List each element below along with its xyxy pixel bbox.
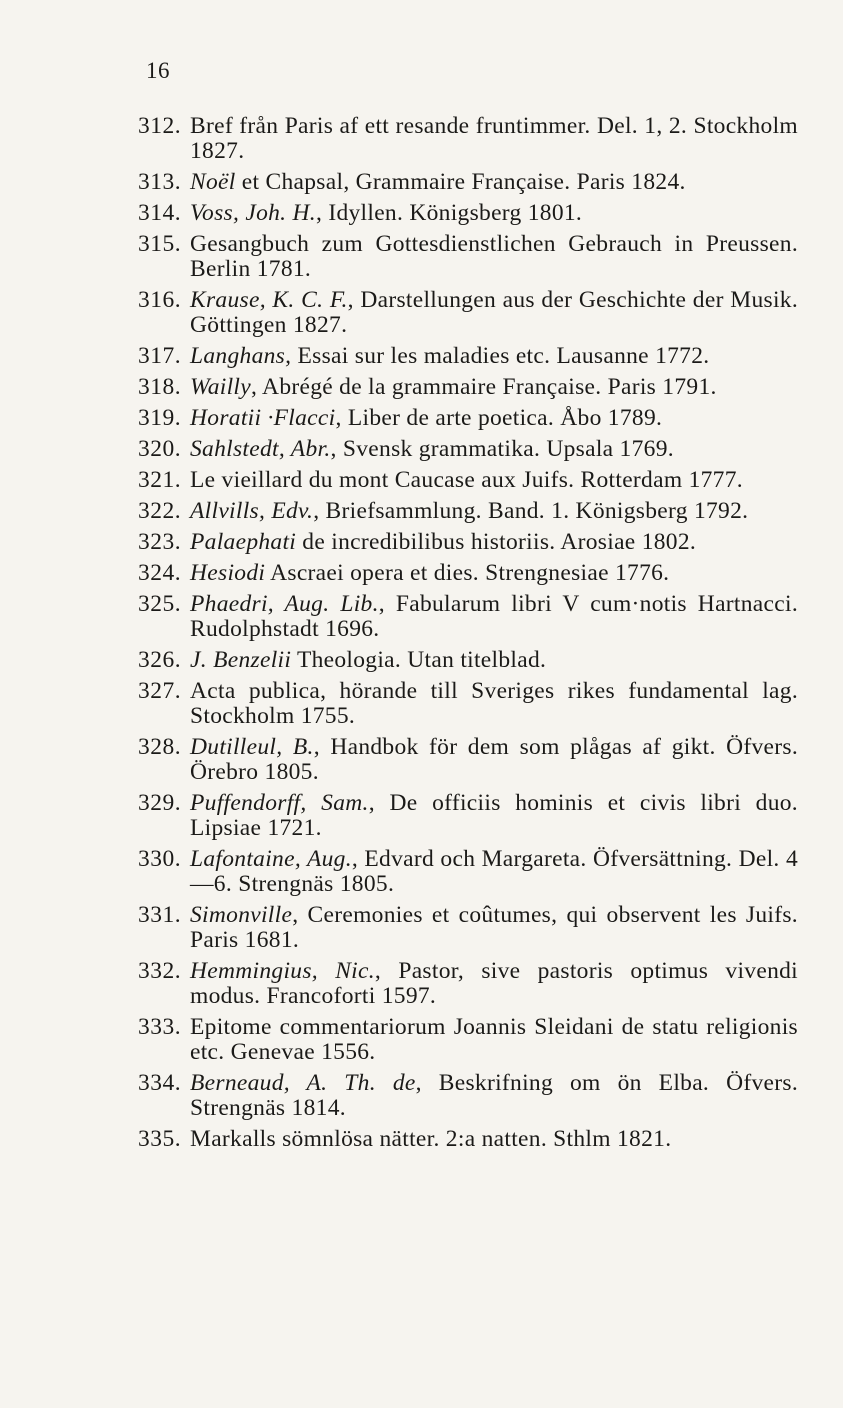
- catalogue-entry: [138, 648, 798, 673]
- entry-body: [190, 499, 798, 524]
- catalogue-entries: [138, 114, 798, 1158]
- entry-text: , Fabularum libri V cum·notis Hartnacci. Rudolphstadt 1696.: [190, 591, 798, 642]
- entry-author: Noël: [190, 169, 236, 195]
- entry-author: Phaedri, Aug. Lib.: [190, 591, 379, 617]
- entry-body: [190, 1015, 798, 1065]
- entry-text: , Handbok för dem som plågas af gikt. Öfvers. Örebro 1805.: [190, 734, 798, 785]
- catalogue-entry: [138, 468, 798, 493]
- entry-body: [190, 468, 798, 493]
- entry-number: 327.: [138, 678, 182, 704]
- entry-text: de incredibilibus historiis. Arosiae 1802.: [296, 529, 697, 555]
- entry-text: et Chapsal, Grammaire Française. Paris 1824.: [235, 169, 686, 195]
- entry-text: , Pastor, sive pastoris optimus vivendi modus. Francoforti 1597.: [190, 958, 798, 1009]
- entry-author: Hemmingius, Nic.: [190, 958, 375, 984]
- entry-text: Epitome commentariorum Joannis Sleidani de statu religionis etc. Genevae 1556.: [190, 1014, 798, 1065]
- entry-body: [190, 170, 798, 195]
- entry-author: Horatii ·Flacci: [190, 405, 336, 431]
- entry-body: [190, 288, 798, 338]
- entry-text: , Liber de arte poetica. Åbo 1789.: [335, 405, 663, 431]
- entry-body: [190, 201, 798, 226]
- catalogue-entry: [138, 679, 798, 729]
- entry-author: Dutilleul, B.: [190, 734, 314, 760]
- entry-number: 317.: [138, 343, 182, 369]
- catalogue-entry: [138, 1127, 798, 1152]
- entry-text: Markalls sömnlösa nätter. 2:a natten. Sthlm 1821.: [190, 1126, 672, 1152]
- entry-author: J. Benzelii: [190, 647, 292, 673]
- entry-text: Bref från Paris af ett resande fruntimmer. Del. 1, 2. Stockholm 1827.: [190, 113, 798, 164]
- entry-number: 320.: [138, 436, 182, 462]
- entry-number: 333.: [138, 1014, 182, 1040]
- entry-body: [190, 791, 798, 841]
- entry-body: [190, 530, 798, 555]
- entry-number: 329.: [138, 790, 182, 816]
- catalogue-entry: [138, 406, 798, 431]
- entry-body: [190, 648, 798, 673]
- entry-body: [190, 232, 798, 282]
- entry-body: [190, 592, 798, 642]
- catalogue-entry: [138, 437, 798, 462]
- catalogue-entry: [138, 791, 798, 841]
- catalogue-entry: [138, 530, 798, 555]
- entry-number: 321.: [138, 467, 182, 493]
- entry-body: [190, 561, 798, 586]
- entry-text: Le vieillard du mont Caucase aux Juifs. Rotterdam 1777.: [190, 467, 743, 493]
- entry-text: , Beskrifning om ön Elba. Öfvers. Strengnäs 1814.: [190, 1070, 798, 1121]
- entry-author: Langhans,: [190, 343, 292, 369]
- entry-number: 312.: [138, 113, 182, 139]
- entry-author: Berneaud, A. Th. de: [190, 1070, 416, 1096]
- entry-author: Puffendorff, Sam.: [190, 790, 369, 816]
- entry-number: 323.: [138, 529, 182, 555]
- entry-number: 319.: [138, 405, 182, 431]
- entry-author: Palaephati: [190, 529, 297, 555]
- catalogue-entry: [138, 592, 798, 642]
- entry-body: [190, 406, 798, 431]
- entry-number: 328.: [138, 734, 182, 760]
- entry-number: 325.: [138, 591, 182, 617]
- page-number: 16: [146, 58, 170, 83]
- entry-body: [190, 437, 798, 462]
- entry-text: Ascraei opera et dies. Strengnesiae 1776.: [265, 560, 670, 586]
- entry-text: Gesangbuch zum Gottesdienstlichen Gebrauch in Preussen. Berlin 1781.: [190, 231, 798, 282]
- catalogue-entry: [138, 114, 798, 164]
- entry-text: , Briefsammlung. Band. 1. Königsberg 1792.: [313, 498, 749, 524]
- entry-number: 314.: [138, 200, 182, 226]
- entry-number: 313.: [138, 169, 182, 195]
- entry-number: 332.: [138, 958, 182, 984]
- entry-body: [190, 375, 798, 400]
- entry-body: [190, 679, 798, 729]
- entry-body: [190, 344, 798, 369]
- catalogue-entry: [138, 499, 798, 524]
- catalogue-entry: [138, 232, 798, 282]
- entry-author: Allvills, Edv.: [190, 498, 314, 524]
- entry-number: 335.: [138, 1126, 182, 1152]
- entry-text: , Darstellungen aus der Geschichte der Musik. Göttingen 1827.: [190, 287, 798, 338]
- entry-author: Lafontaine, Aug.: [190, 846, 352, 872]
- entry-text: Theologia. Utan titelblad.: [291, 647, 547, 673]
- catalogue-entry: [138, 561, 798, 586]
- entry-body: [190, 735, 798, 785]
- catalogue-entry: [138, 1015, 798, 1065]
- entry-author: Hesiodi: [190, 560, 266, 586]
- entry-number: 322.: [138, 498, 182, 524]
- entry-text: Acta publica, hörande till Sveriges rikes fundamental lag. Stockholm 1755.: [190, 678, 798, 729]
- entry-number: 324.: [138, 560, 182, 586]
- catalogue-entry: [138, 735, 798, 785]
- entry-text: , Abrégé de la grammaire Française. Paris 1791.: [251, 374, 717, 400]
- entry-number: 316.: [138, 287, 182, 313]
- catalogue-entry: [138, 847, 798, 897]
- entry-number: 334.: [138, 1070, 182, 1096]
- entry-text: , Svensk grammatika. Upsala 1769.: [330, 436, 674, 462]
- entry-text: , De officiis hominis et civis libri duo. Lipsiae 1721.: [190, 790, 798, 841]
- catalogue-entry: [138, 288, 798, 338]
- entry-author: Simonville: [190, 902, 293, 928]
- entry-number: 315.: [138, 231, 182, 257]
- entry-body: [190, 903, 798, 953]
- entry-body: [190, 114, 798, 164]
- catalogue-entry: [138, 959, 798, 1009]
- catalogue-entry: [138, 903, 798, 953]
- entry-body: [190, 1071, 798, 1121]
- catalogue-entry: [138, 170, 798, 195]
- entry-body: [190, 1127, 798, 1152]
- entry-author: Wailly: [190, 374, 251, 400]
- entry-body: [190, 959, 798, 1009]
- entry-number: 330.: [138, 846, 182, 872]
- entry-text: , Idyllen. Königsberg 1801.: [315, 200, 583, 226]
- catalogue-entry: [138, 344, 798, 369]
- entry-author: Krause, K. C. F.: [190, 287, 348, 313]
- entry-text: , Ceremonies et coûtumes, qui observent les Juifs. Paris 1681.: [190, 902, 798, 953]
- catalogue-entry: [138, 1071, 798, 1121]
- catalogue-entry: [138, 201, 798, 226]
- entry-body: [190, 847, 798, 897]
- entry-text: Essai sur les maladies etc. Lausanne 1772.: [291, 343, 710, 369]
- entry-author: Sahlstedt, Abr.: [190, 436, 331, 462]
- entry-text: , Edvard och Margareta. Öfversättning. Del. 4—6. Strengnäs 1805.: [190, 846, 798, 897]
- entry-number: 318.: [138, 374, 182, 400]
- entry-number: 326.: [138, 647, 182, 673]
- catalogue-entry: [138, 375, 798, 400]
- entry-number: 331.: [138, 902, 182, 928]
- entry-author: Voss, Joh. H.: [190, 200, 316, 226]
